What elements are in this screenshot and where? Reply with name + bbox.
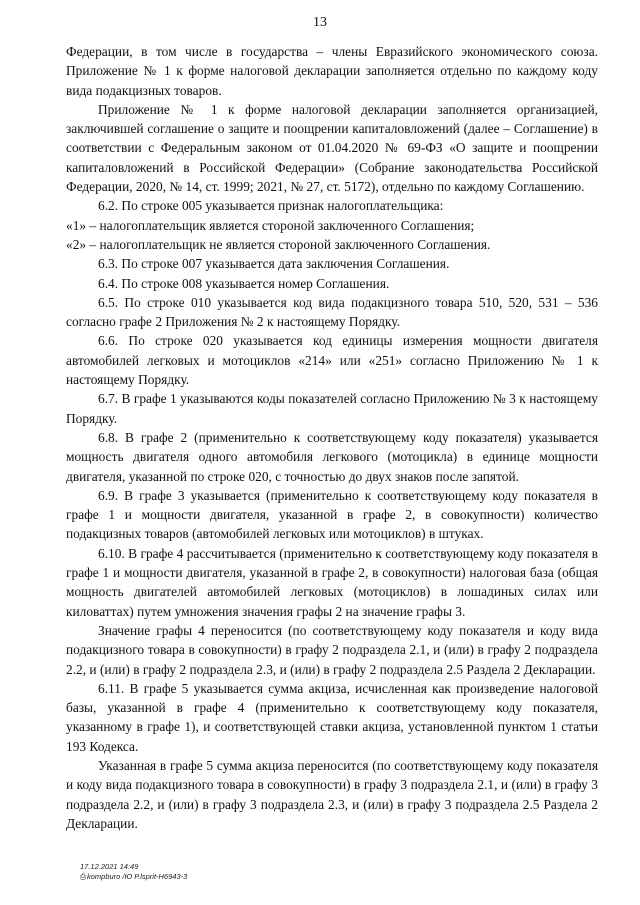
document-body bbox=[66, 42, 598, 833]
paragraph: 6.10. В графе 4 рассчитывается (применительно к соответствующему коду показателя в графе 1 и мощности двигателя, указанной в графе 2, в совокупности) налоговая база (общая мощность двигателей автомобилей легковых (мотоциклов) в лошадиных силах или киловаттах) путем умножения значения графы 2 на значение графы 3. bbox=[66, 545, 598, 619]
paragraph: 6.2. По строке 005 указывается признак налогоплательщика: «1» – налогоплательщик является стороной заключенного Соглашения; «2» – налогоплательщик не является стороной заключенного Соглашения. bbox=[66, 198, 491, 252]
footer-datetime: 17.12.2021 14:49 bbox=[80, 862, 139, 871]
document-footer bbox=[80, 862, 187, 882]
printer-icon: ⎙ bbox=[80, 872, 86, 881]
paragraph: Значение графы 4 переносится (по соответствующему коду показателя и коду вида подакцизного товара в совокупности) в графу 2 подраздела 2.1, и (или) в графу 2 подраздела 2.2, и (или) в графу 2 подраздела 2.3, и (или) в графу 2 подраздела 2.5 Раздела 2 Декларации. bbox=[66, 622, 598, 677]
footer-source: kompburo /Ю Р.lsprit-H6943-3 bbox=[87, 872, 188, 881]
paragraph: 6.6. По строке 020 указывается код единицы измерения мощности двигателя автомобилей легковых и мотоциклов «214» или «251» согласно Приложению № 1 к настоящему Порядку. bbox=[66, 333, 598, 388]
paragraph: Федерации, в том числе в государства – члены Евразийского экономического союза. Приложение № 1 к форме налоговой декларации заполняется отдельно по каждому коду вида подакцизных товаров. bbox=[66, 44, 598, 98]
paragraph: Приложение № 1 к форме налоговой декларации заполняется организацией, заключившей соглашение о защите и поощрении капиталовложений (далее – Соглашение) в соответствии с Федеральным законом от 01.04.2020 № 69-ФЗ «О защите и поощрении капиталовложений в Российской Федерации» (Собрание законодательства Российской Федерации, 2020, № 14, ст. 1999; 2021, № 27, ст. 5172), отдельно по каждому Соглашению. bbox=[66, 101, 598, 195]
paragraph: 6.3. По строке 007 указывается дата заключения Соглашения. bbox=[98, 256, 450, 272]
paragraph: 6.5. По строке 010 указывается код вида подакцизного товара 510, 520, 531 – 536 согласно графе 2 Приложения № 2 к настоящему Порядку. bbox=[66, 294, 598, 330]
footer-source-line bbox=[80, 872, 187, 882]
page-number: 13 bbox=[313, 15, 327, 30]
paragraph: Указанная в графе 5 сумма акциза переносится (по соответствующему коду показателя и коду вида подакцизного товара в совокупности) в графу 3 подраздела 2.1, и (или) в графу 3 подраздела 2.2, и (или) в графу 3 подраздела 2.3, и (или) в графу 3 подраздела 2.5 Раздела 2 Декларации. bbox=[66, 757, 598, 831]
paragraph: 6.4. По строке 008 указывается номер Соглашения. bbox=[98, 275, 390, 291]
paragraph: 6.11. В графе 5 указывается сумма акциза, исчисленная как произведение налоговой базы, указанной в графе 4 (применительно к соответствующему коду показателя, указанному в графе 1), и соответствующей ставки акциза, установленной пунктом 1 статьи 193 Кодекса. bbox=[66, 680, 598, 754]
paragraph: 6.8. В графе 2 (применительно к соответствующему коду показателя) указывается мощность двигателя одного автомобиля легкового (мотоцикла) в единице мощности двигателя, указанной по строке 020, с точностью до двух знаков после запятой. bbox=[66, 429, 598, 484]
paragraph: 6.9. В графе 3 указывается (применительно к соответствующему коду показателя в графе 1 и мощности двигателя, указанной в графе 2, в совокупности) количество подакцизных товаров (автомобилей легковых или мотоциклов) в штуках. bbox=[66, 487, 598, 542]
paragraph: 6.7. В графе 1 указываются коды показателей согласно Приложению № 3 к настоящему Порядку. bbox=[66, 391, 598, 426]
